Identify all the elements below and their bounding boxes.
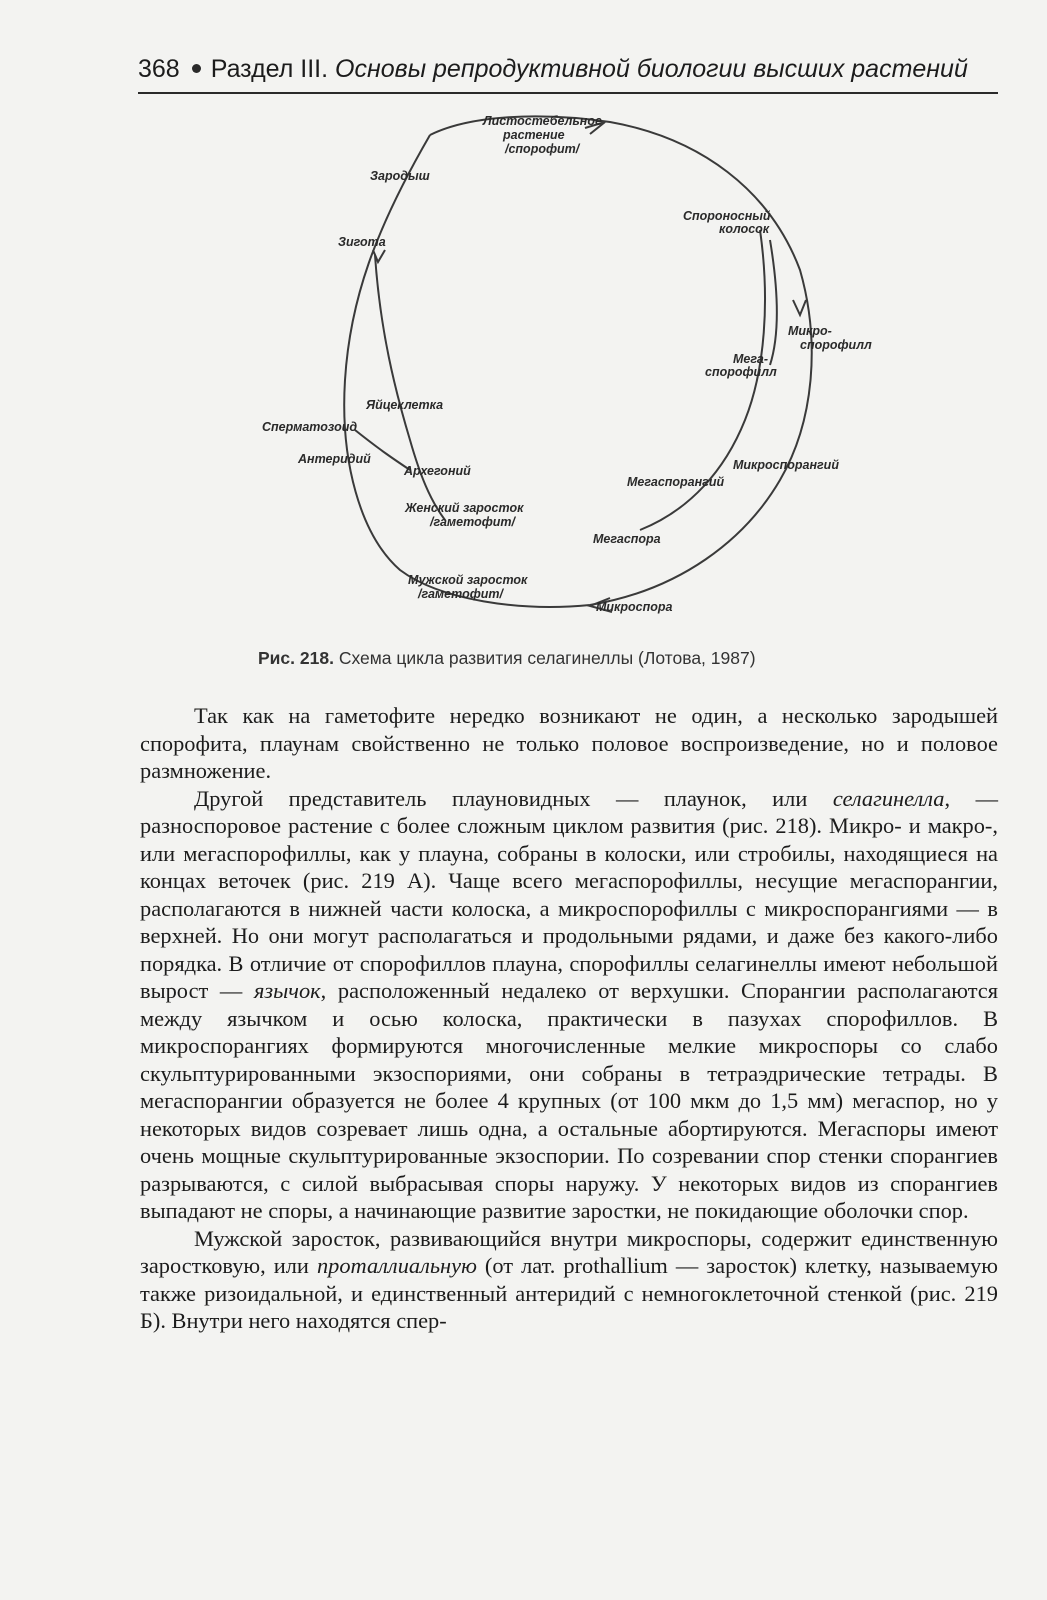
label-microsporophyll-1: Микро- bbox=[788, 324, 832, 338]
life-cycle-figure bbox=[0, 0, 1047, 700]
label-megasporophyll-2: спорофилл bbox=[705, 365, 777, 379]
life-cycle-diagram bbox=[0, 0, 1047, 700]
paragraph-3 bbox=[140, 1225, 998, 1335]
label-microsporangium: Микроспорангий bbox=[733, 458, 839, 472]
paragraph-2 bbox=[140, 785, 998, 1225]
body-text bbox=[140, 702, 998, 1335]
label-embryo: Зародыш bbox=[370, 169, 430, 183]
label-female-gametophyte-2: /гаметофит/ bbox=[430, 515, 515, 529]
term-ligule: язычок bbox=[253, 978, 321, 1003]
label-megaspore: Мегаспора bbox=[593, 532, 661, 546]
section-label: Раздел III. bbox=[210, 55, 329, 83]
paragraph-3-part: Мужской заросток, развивающийся внутри микроспоры, содержит единственную заростковую, или bbox=[140, 1225, 998, 1278]
label-female-gametophyte-1: Женский заросток bbox=[405, 501, 524, 515]
label-megasporangium: Мегаспорангий bbox=[627, 475, 725, 489]
label-sporophyte-1: Листостебельное bbox=[483, 114, 602, 128]
label-sporophyte-2: растение bbox=[503, 128, 565, 142]
label-antheridium: Антеридий bbox=[298, 452, 371, 466]
paragraph-2-part: Другой представитель плауновидных — плаунок, или bbox=[194, 785, 833, 811]
label-archegonium: Архегоний bbox=[404, 464, 471, 478]
term-prothallial: проталлиальную bbox=[316, 1253, 477, 1278]
label-male-gametophyte-2: /гаметофит/ bbox=[418, 587, 503, 601]
term-selaginella: селагинелла bbox=[832, 785, 945, 811]
cycle-inner-arc-left bbox=[375, 255, 445, 520]
paragraph-2-part: , расположенный недалеко от верхушки. Спорангии располагаются между язычком и осью колоска, практически в пазухах спорофиллов. В микроспорангиях формируются многочисленные мелкие микроспоры со слабо скульптурированными экзоспориями, они собраны в тетраэдрические тетрады. В мегаспорангии образуется не более 4 крупных (от 100 мкм до 1,5 мм) мегаспор, но у некоторых видов созревает лишь одна, а остальные абортируются. Мегаспоры имеют очень мощные скульптурированные экзоспории. По созревании спор стенки спорангиев разрываются, с силой выбрасывая споры наружу. У некоторых видов из спорангиев выпадают не споры, а начинающие развитие заростки, не покидающие оболочки спор. bbox=[140, 978, 999, 1223]
arrow-head bbox=[793, 300, 806, 315]
cycle-sporophyll-stem bbox=[770, 240, 777, 365]
label-microsporophyll-2: спорофилл bbox=[800, 338, 872, 352]
label-strobilus-2: колосок bbox=[719, 222, 770, 236]
label-zygote: Зигота bbox=[338, 235, 386, 249]
caption-label: Рис. 218. bbox=[258, 648, 334, 668]
label-strobilus-1: Спороносный bbox=[683, 209, 771, 223]
label-egg: Яйцеклетка bbox=[366, 398, 444, 412]
page-number: 368 bbox=[138, 55, 180, 83]
figure-caption bbox=[258, 648, 958, 669]
chapter-title: Основы репродуктивной биологии высших растений bbox=[335, 55, 968, 83]
label-microspore: Микроспора bbox=[596, 600, 673, 614]
caption-text: Схема цикла развития селагинеллы (Лотова, 1987) bbox=[338, 648, 756, 668]
label-sperm: Сперматозоид bbox=[262, 420, 358, 434]
paragraph-2-part: , — разноспоровое растение с более сложным циклом развития (рис. 218). Микро- и макро-, или мегаспорофиллы, как у плауна, собраны в колоски, или стробилы, находящиеся на концах веточек (рис. 219 А). Чаще всего мегаспорофиллы, несущие мегаспорангии, располагаются в нижней части колоска, а микроспорофиллы с микроспорангиями — в верхней. Но они могут располагаться и продольными рядами, и даже без какого-либо порядка. В отличие от спорофиллов плауна, спорофиллы селагинеллы имеют небольшой вырост — bbox=[140, 785, 998, 1003]
label-megasporophyll-1: Мега- bbox=[733, 352, 768, 366]
paragraph-3-part: (от лат. prothallium — заросток) клетку, называемую также ризоидальной, и единственный антеридий с немногоклеточной стенкой (рис. 219 Б). Внутри него находятся спер- bbox=[140, 1253, 998, 1333]
label-male-gametophyte-1: Мужской заросток bbox=[408, 573, 528, 587]
label-sporophyte-3: /спорофит/ bbox=[505, 142, 580, 156]
paragraph-1: Так как на гаметофите нередко возникают не один, а несколько зародышей спорофита, плаунам свойственно не только половое воспроизведение, но и половое размножение. bbox=[140, 703, 998, 783]
